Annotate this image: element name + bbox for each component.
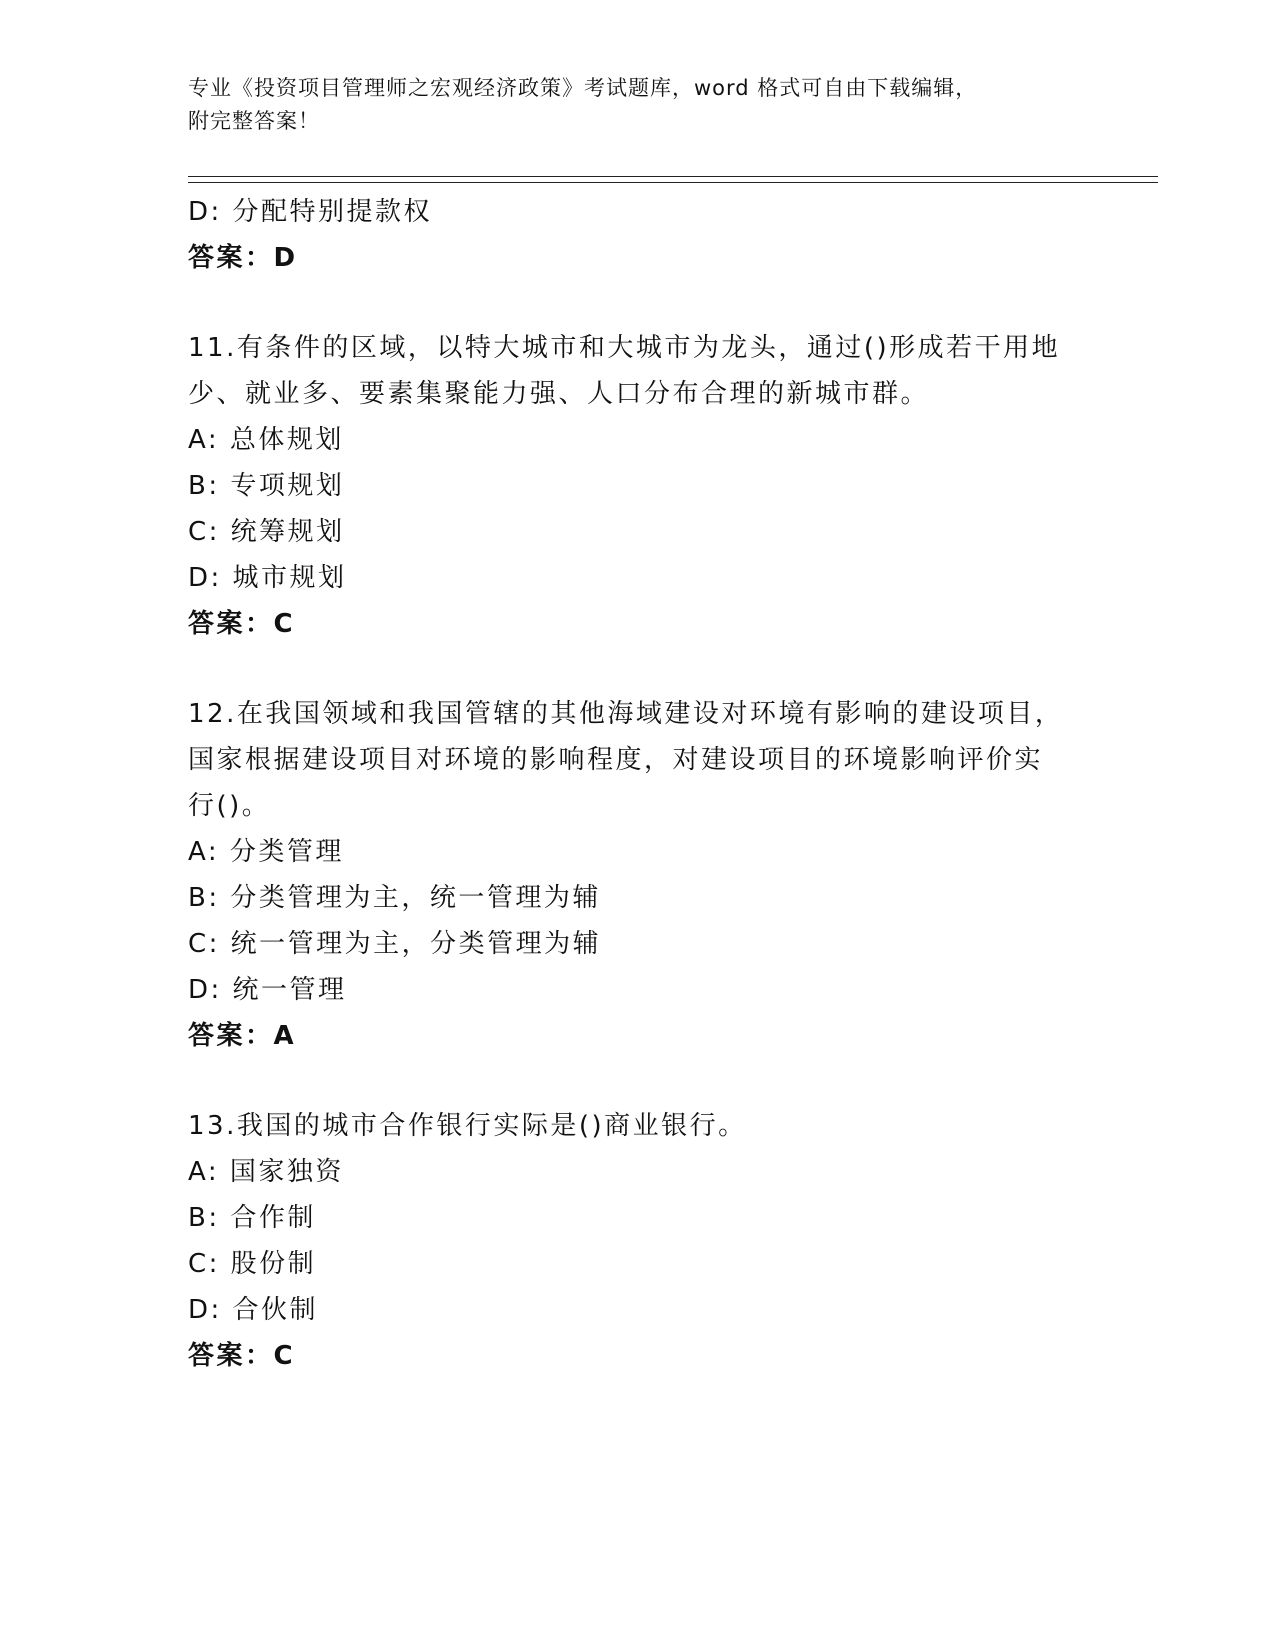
spacer: [188, 1059, 1088, 1103]
prev-answer: 答案：D: [188, 243, 298, 273]
spacer: [188, 647, 1088, 691]
question-13-option-c: C: 股份制: [188, 1249, 317, 1279]
question-11-answer: 答案：C: [188, 609, 296, 639]
question-11: [188, 325, 1088, 647]
question-12-option-d: D: 统一管理: [188, 975, 347, 1005]
question-11-line-1: 11.有条件的区域，以特大城市和大城市为龙头，通过()形成若干用地: [188, 333, 1061, 363]
header-divider-top: [188, 176, 1158, 177]
header-line-1: 专业《投资项目管理师之宏观经济政策》考试题库，word 格式可自由下载编辑，: [188, 76, 978, 100]
header-divider-bottom: [188, 182, 1158, 183]
question-11-option-c: C: 统筹规划: [188, 517, 345, 547]
question-13-answer: 答案：C: [188, 1341, 296, 1371]
question-13: [188, 1103, 1088, 1379]
question-12-line-3: 行()。: [188, 791, 271, 821]
prev-option-d: D: 分配特别提款权: [188, 197, 433, 227]
question-13-option-b: B: 合作制: [188, 1203, 316, 1233]
question-content: [188, 189, 1088, 1379]
question-11-option-b: B: 专项规划: [188, 471, 345, 501]
spacer: [188, 281, 1088, 325]
header-line-2: 附完整答案！: [188, 109, 320, 133]
question-12-option-c: C: 统一管理为主，分类管理为辅: [188, 929, 602, 959]
question-12-option-b: B: 分类管理为主，统一管理为辅: [188, 883, 601, 913]
question-13-option-a: A: 国家独资: [188, 1157, 344, 1187]
question-12-answer: 答案：A: [188, 1021, 297, 1051]
question-13-option-d: D: 合伙制: [188, 1295, 319, 1325]
question-12-option-a: A: 分类管理: [188, 837, 344, 867]
question-12-line-1: 12.在我国领域和我国管辖的其他海域建设对环境有影响的建设项目，: [188, 699, 1064, 729]
question-13-line-1: 13.我国的城市合作银行实际是()商业银行。: [188, 1111, 747, 1141]
document-header: [188, 72, 1088, 138]
question-11-option-d: D: 城市规划: [188, 563, 347, 593]
question-12-line-2: 国家根据建设项目对环境的影响程度，对建设项目的环境影响评价实: [188, 745, 1044, 775]
question-12: [188, 691, 1088, 1059]
question-11-line-2: 少、就业多、要素集聚能力强、人口分布合理的新城市群。: [188, 379, 930, 409]
question-11-option-a: A: 总体规划: [188, 425, 344, 455]
